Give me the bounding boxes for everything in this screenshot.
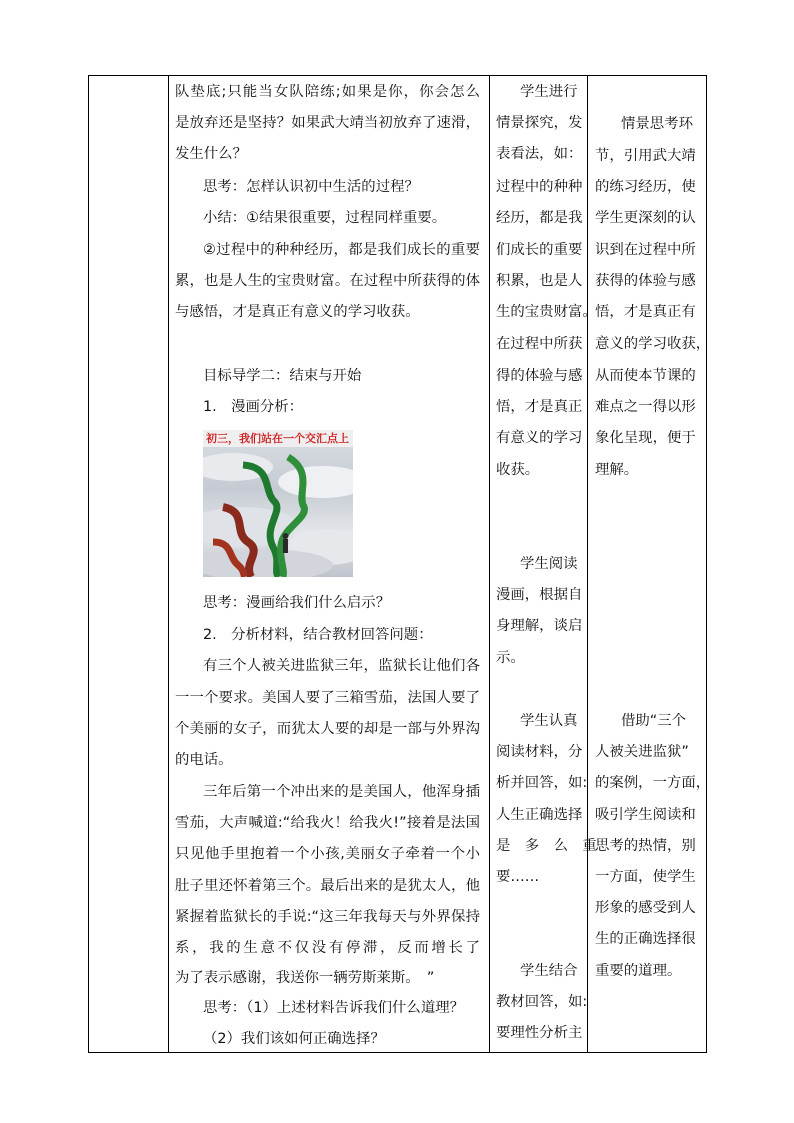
activity-line: 表看法，如： — [496, 146, 583, 162]
intent-line: 重要的道理。 — [595, 963, 682, 979]
question-line: 思考：漫画给我们什么启示？ — [203, 595, 391, 611]
summary-line: ②过程中的种种经历，都是我们成长的重要 — [203, 242, 480, 258]
activity-line: 悟，才是真正 — [496, 399, 583, 415]
activity-line: 学生进行 — [520, 84, 578, 100]
content-line: 发生什么？ — [175, 146, 247, 162]
intent-line: 借助“三个 — [621, 713, 687, 729]
activity-line: 得的体验与感 — [496, 368, 583, 384]
intent-line: 难点之一得以形 — [595, 399, 696, 415]
intent-line: 吸引学生阅读和 — [595, 807, 696, 823]
activity-line: 漫画，根据自 — [496, 587, 583, 603]
activity-line: 们成长的重要 — [496, 242, 583, 258]
activity-line: 过程中的种种 — [496, 179, 583, 195]
activity-line: 学生结合 — [520, 963, 578, 979]
material-line: 三年后第一个冲出来的是美国人，他浑身插 — [203, 784, 480, 800]
activity-line: 情景探究，发 — [496, 115, 583, 131]
design-intent-column — [589, 76, 711, 1052]
material-line: 有三个人被关进监狱三年，监狱长让他们各 — [203, 658, 480, 674]
summary-line: 小结：①结果很重要，过程同样重要。 — [203, 210, 447, 226]
material-line: 紧握着监狱长的手说:“这三年我每天与外界保持 — [175, 909, 480, 925]
activity-line: 收获。 — [496, 462, 540, 478]
material-line: 的电话。 — [175, 752, 233, 768]
activity-line: 阅读材料，分 — [496, 744, 583, 760]
activity-line: 经历，都是我 — [496, 210, 583, 226]
intent-line: 形象的感受到人 — [595, 900, 696, 916]
student-activity-column — [490, 76, 597, 1052]
intent-line: 从而使本节课的 — [595, 368, 696, 384]
intent-line: 象化呈现，便于 — [595, 430, 696, 446]
teaching-content-column — [169, 76, 489, 1052]
material-line: 雪茄，大声喊道:“给我火！给我火!”接着是法国 — [175, 815, 480, 831]
section-heading: 目标导学二：结束与开始 — [203, 368, 362, 384]
column-divider — [587, 76, 588, 1052]
list-item: 1. 漫画分析： — [203, 399, 304, 415]
intent-line: 理解。 — [595, 462, 639, 478]
intent-line: 生的正确选择很 — [595, 931, 696, 947]
summary-line: 与感悟，才是真正有意义的学习收获。 — [175, 304, 420, 320]
summary-line: 累，也是人生的宝贵财富。在过程中所获得的体 — [175, 273, 480, 289]
intent-line: 获得的体验与感 — [595, 273, 696, 289]
lesson-plan-table — [88, 75, 711, 1053]
material-line: 肚子里还怀着第三个。最后出来的是犹太人，他 — [175, 878, 480, 894]
intent-line: 的案例，一方面， — [595, 775, 711, 791]
material-line: 系，我的生意不仅没有停滞，反而增长了 — [175, 940, 480, 956]
material-line: 为了表示感谢，我送你一辆劳斯莱斯。 ” — [175, 970, 435, 986]
activity-line: 人生正确选择 — [496, 807, 583, 823]
activity-line: 析并回答，如: — [496, 775, 588, 791]
intent-line: 识到在过程中所 — [595, 242, 696, 258]
question-line: 思考：怎样认识初中生活的过程？ — [203, 179, 419, 195]
activity-line: 要…… — [496, 869, 540, 885]
intent-line: 思考的热情，别 — [595, 838, 696, 854]
intent-line: 一方面，使学生 — [595, 869, 696, 885]
activity-line: 是 多 么 重 — [496, 838, 597, 854]
material-line: 只见他手里抱着一个小孩,美丽女子牵着一个小 — [175, 846, 480, 862]
content-line: 队垫底;只能当女队陪练;如果是你，你会怎么 — [175, 84, 480, 100]
activity-line: 示。 — [496, 650, 525, 666]
intent-line: 情景思考环 — [621, 116, 693, 132]
activity-line: 学生阅读 — [520, 556, 578, 572]
intent-line: 的练习经历，使 — [595, 179, 696, 195]
crossroads-comic-illustration — [203, 447, 353, 577]
activity-line: 有意义的学习 — [496, 430, 583, 446]
question-line: （2）我们该如何正确选择？ — [203, 1031, 385, 1047]
material-line: 一一个要求。美国人要了三箱雪茄，法国人要了 — [175, 690, 480, 706]
content-line: 是放弃还是坚持？如果武大靖当初放弃了速滑， — [175, 115, 480, 131]
activity-line: 生的宝贵财富。 — [496, 304, 597, 320]
activity-line: 学生认真 — [520, 713, 578, 729]
intent-line: 人被关进监狱” — [595, 744, 689, 760]
activity-line: 身理解，谈启 — [496, 618, 583, 634]
activity-line: 积累，也是人 — [496, 273, 583, 289]
list-item: 2. 分析材料，结合教材回答问题： — [203, 627, 433, 643]
intent-line: 意义的学习收获， — [595, 336, 711, 352]
comic-caption: 初三，我们站在一个交汇点上 — [203, 430, 353, 447]
intent-line: 学生更深刻的认 — [595, 210, 696, 226]
material-line: 个美丽的女子，而犹太人要的却是一部与外界沟 — [175, 721, 480, 737]
intent-line: 节，引用武大靖 — [595, 148, 696, 164]
intent-line: 悟，才是真正有 — [595, 304, 696, 320]
activity-line: 要理性分析主 — [496, 1025, 583, 1041]
activity-line: 在过程中所获 — [496, 336, 583, 352]
question-line: 思考：（1）上述材料告诉我们什么道理？ — [203, 1000, 464, 1016]
activity-line: 教材回答，如: — [496, 994, 588, 1010]
comic-image — [203, 430, 353, 577]
